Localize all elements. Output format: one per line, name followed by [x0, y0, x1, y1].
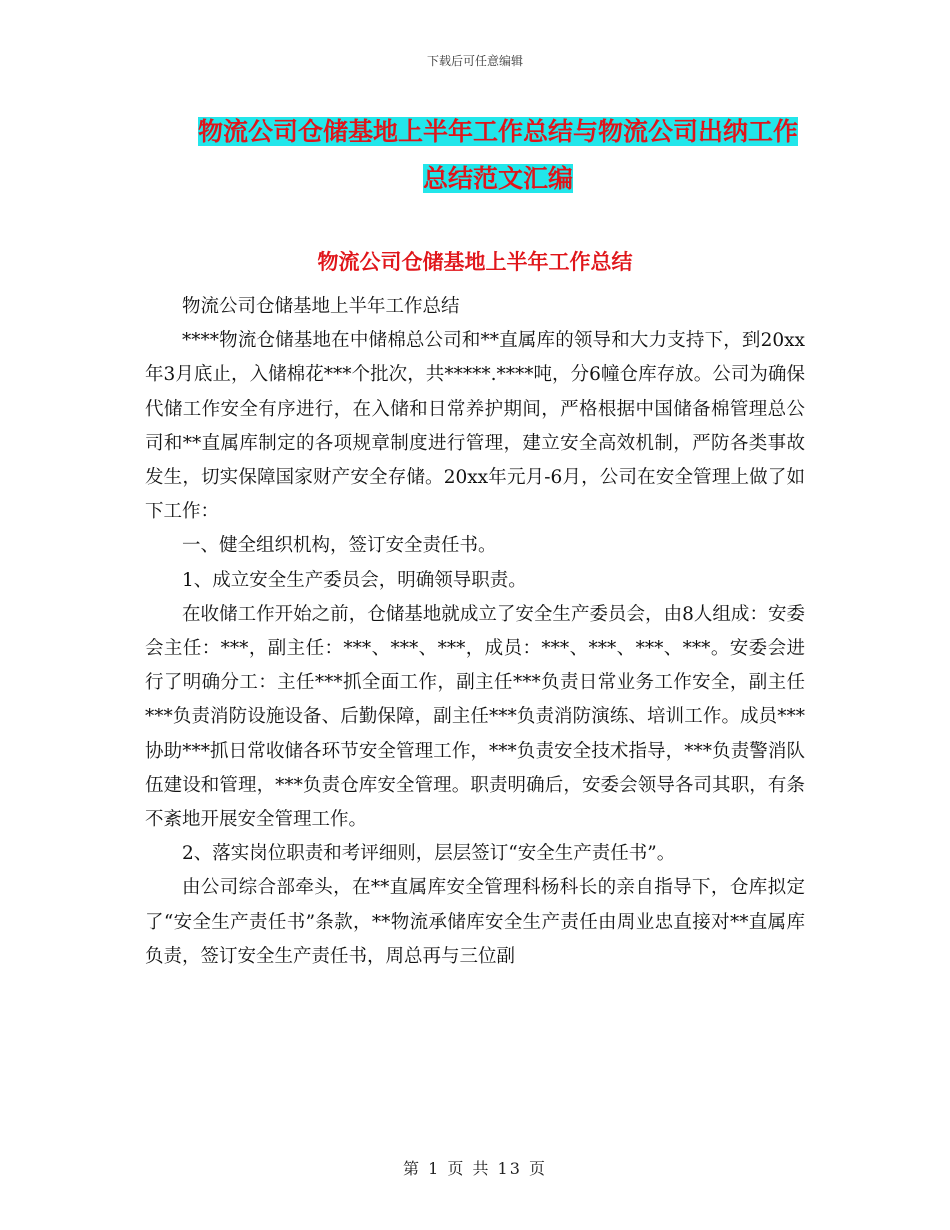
- paragraph: 物流公司仓储基地上半年工作总结: [182, 296, 460, 317]
- paragraph: 2、落实岗位职责和考评细则，层层签订“安全生产责任书”。: [182, 843, 676, 865]
- paragraph: 在收储工作开始之前，仓储基地就成立了安全生产委员会，由8人组成：安委会主任：***，副主任：***、***、***，成员：***、***、***、***。安委会进行了明确分工：主任***抓全面工作，副主任***负责日常业务工作安全，副主任***负责消防设施设备、后勤保障，副主任***负责消防演练、培训工作。成员***协助***抓日常收储各环节安全管理工作，***负责安全技术指导，***负责警消队伍建设和管理，***负责仓库安全管理。职责明确后，安委会领导各司其职，有条不紊地开展安全管理工作。: [145, 603, 805, 831]
- header-note: 下载后可任意编辑: [426, 54, 523, 68]
- main-title: [188, 108, 808, 202]
- paragraph: ****物流仓储基地在中储棉总公司和**直属库的领导和大力支持下，到20xx年3月底止，入储棉花***个批次，共*****.****吨，分6幢仓库存放。公司为确保代储工作安全有序进行，在入储和日常养护期间，严格根据中国储备棉管理总公司和**直属库制定的各项规章制度进行管理，建立安全高效机制，严防各类事故发生，切实保障国家财产安全存储。20xx年元月-6月，公司在安全管理上做了如下工作：: [145, 330, 805, 523]
- paragraph: 1、成立安全生产委员会，明确领导职责。: [182, 569, 527, 591]
- paragraph: 一、健全组织机构，签订安全责任书。: [182, 535, 497, 557]
- section-title: 物流公司仓储基地上半年工作总结: [317, 249, 633, 274]
- main-title-text: 物流公司仓储基地上半年工作总结与物流公司出纳工作总结范文汇编: [197, 117, 798, 193]
- page-footer: 第 1 页 共 13 页: [403, 1159, 547, 1178]
- document-body: [145, 290, 805, 974]
- paragraph: 由公司综合部牵头，在**直属库安全管理科杨科长的亲自指导下，仓库拟定了“安全生产责任书”条款，**物流承储库安全生产责任由周业忠直接对**直属库负责，签订安全生产责任书，周总再与三位副: [145, 877, 805, 967]
